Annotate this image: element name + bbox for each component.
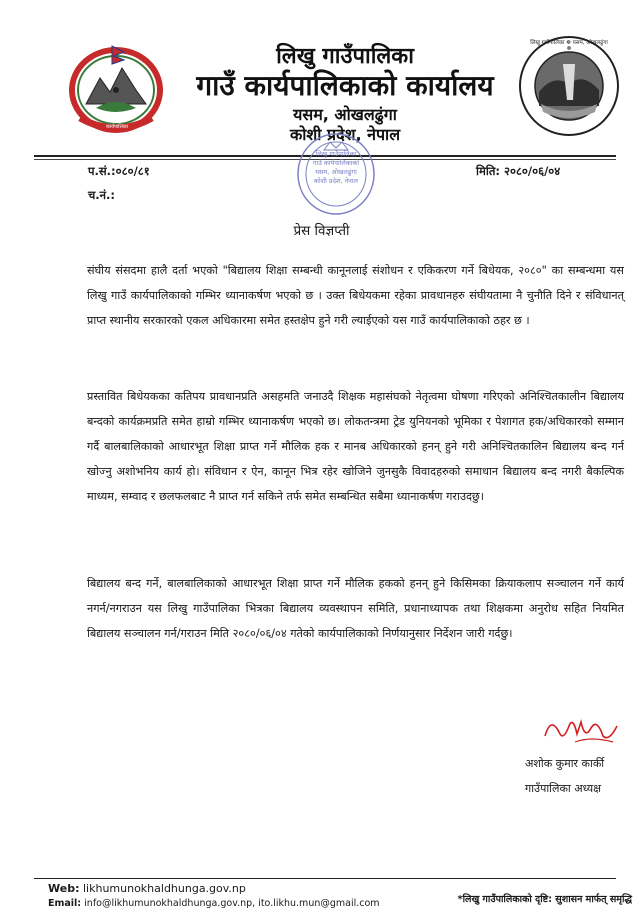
footer-divider [34, 878, 616, 879]
press-release-title: प्रेस विज्ञप्ती [293, 223, 350, 239]
stamp-text [300, 150, 372, 186]
letter-date: मिति: २०८०/०६/०४ [476, 164, 561, 178]
stamp-line-1: लिखु गाउँपालिका [315, 150, 357, 158]
municipality-name: लिखु गाउँपालिका [276, 44, 414, 69]
nepal-emblem-icon [66, 38, 166, 136]
stamp-line-2: गाउँ कार्यपालिकाको [312, 159, 360, 167]
body-paragraph-1: संघीय संसदमा हालै दर्ता भएको "बिद्यालय शिक्षा सम्बन्धी कानूनलाई संशोधन र एकिकरण गर्ने बिधेयक, २०८०" का सम्बन्धमा यस लिखु गाउँ कार्यपालिकाको गम्भिर ध्यानाकर्षण भएको छ । उक्त बिधेयकमा रहेका प्रावधानहरु संघीयतामा नै चुनौति दिने र संविधानत् प्राप्त स्थानीय सरकारको एकल अधिकारमा समेत हस्तक्षेप हुने गरी ल्याईएको यस गाउँ कार्यपालिकाको ठहर छ । [87, 264, 624, 327]
signature-mark-icon [541, 712, 621, 748]
office-address: यसम, ओखलढुंगा [293, 105, 397, 124]
footer-web-label: Web: [48, 882, 80, 895]
province-country: कोशी प्रदेश, नेपाल [289, 125, 401, 144]
signatory-name: अशोक कुमार कार्की [525, 757, 605, 770]
footer-email-link[interactable]: info@likhumunokhaldhunga.gov.np, ito.likhu.mun@gmail.com [84, 898, 380, 909]
stamp-line-4: कोशी प्रदेश, नेपाल [314, 177, 358, 185]
municipality-logo-ring-text: लिखु गाउँपालिका ❁ यसम, ओखलढुंगा ❁ [530, 40, 608, 52]
footer-slogan: *लिखु गाउँपालिकाको दृष्टि: सुशासन मार्फत् समृद्धि [457, 894, 632, 905]
body-paragraph-3: बिद्यालय बन्द गर्ने, बालबालिकाको आधारभूत शिक्षा प्राप्त गर्ने मौलिक हकको हनन् हुने किसिमका क्रियाकलाप सञ्चालन गर्ने कार्य नगर्न/नगराउन यस लिखु गाउँपालिका भित्रका बिद्यालय व्यवस्थापन समिति, प्रधानाध्यापक तथा शिक्षकमा अनुरोध सहित नियमित बिद्यालय सञ्चालन गर्न/गराउन मिति २०८०/०६/०४ गतेको कार्यपालिकाको निर्णयानुसार निर्देशन जारी गर्दछु। [87, 577, 624, 640]
stamp-line-3: यसम, ओखलढुंगा [315, 168, 357, 176]
footer-web-link[interactable]: likhumunokhaldhunga.gov.np [82, 882, 246, 895]
office-name: गाउँ कार्यपालिकाको कार्यालय [196, 69, 494, 102]
signatory-position: गाउँपालिका अध्यक्ष [525, 782, 602, 795]
footer-email [48, 898, 380, 909]
footer-email-label: Email: [48, 898, 82, 909]
body-paragraph-2: प्रस्तावित बिधेयकका कतिपय प्रावधानप्रति असहमति जनाउदै शिक्षक महासंघको नेतृत्वमा घोषणा गरिएको अनिश्चितकालीन बिद्यालय बन्दको कार्यक्रमप्रति समेत हाम्रो गम्भिर ध्यानाकर्षण भएको छ। लोकतन्त्रमा ट्रेड युनियनको भूमिका र पेशागत हक/अधिकारको सम्मान गर्दै बालबालिकाको आधारभूत शिक्षा प्राप्त गर्ने मौलिक हक र मानब अधिकारको हनन् हुने गरी अनिश्चितकालिन बिद्यालय बन्द गर्न खोज्नु अशोभनिय कार्य हो। संविधान र ऐन, कानून भित्र रहेर खोजिने जुनसुकै विवादहरुको समाधान बिद्यालय बन्द नगरी बैकल्पिक माध्यम, सम्वाद र छलफलबाट नै प्राप्त गर्न सकिने तर्फ समेत सम्बन्धित सबैमा ध्यानाकर्षण गराउदछु। [87, 390, 624, 503]
reference-number: प.सं.:०८०/८१ [88, 164, 150, 178]
footer-web [48, 882, 246, 895]
dispatch-number: च.नं.: [88, 188, 116, 202]
emblem-ribbon-text: कार्यपालिका [106, 124, 128, 130]
